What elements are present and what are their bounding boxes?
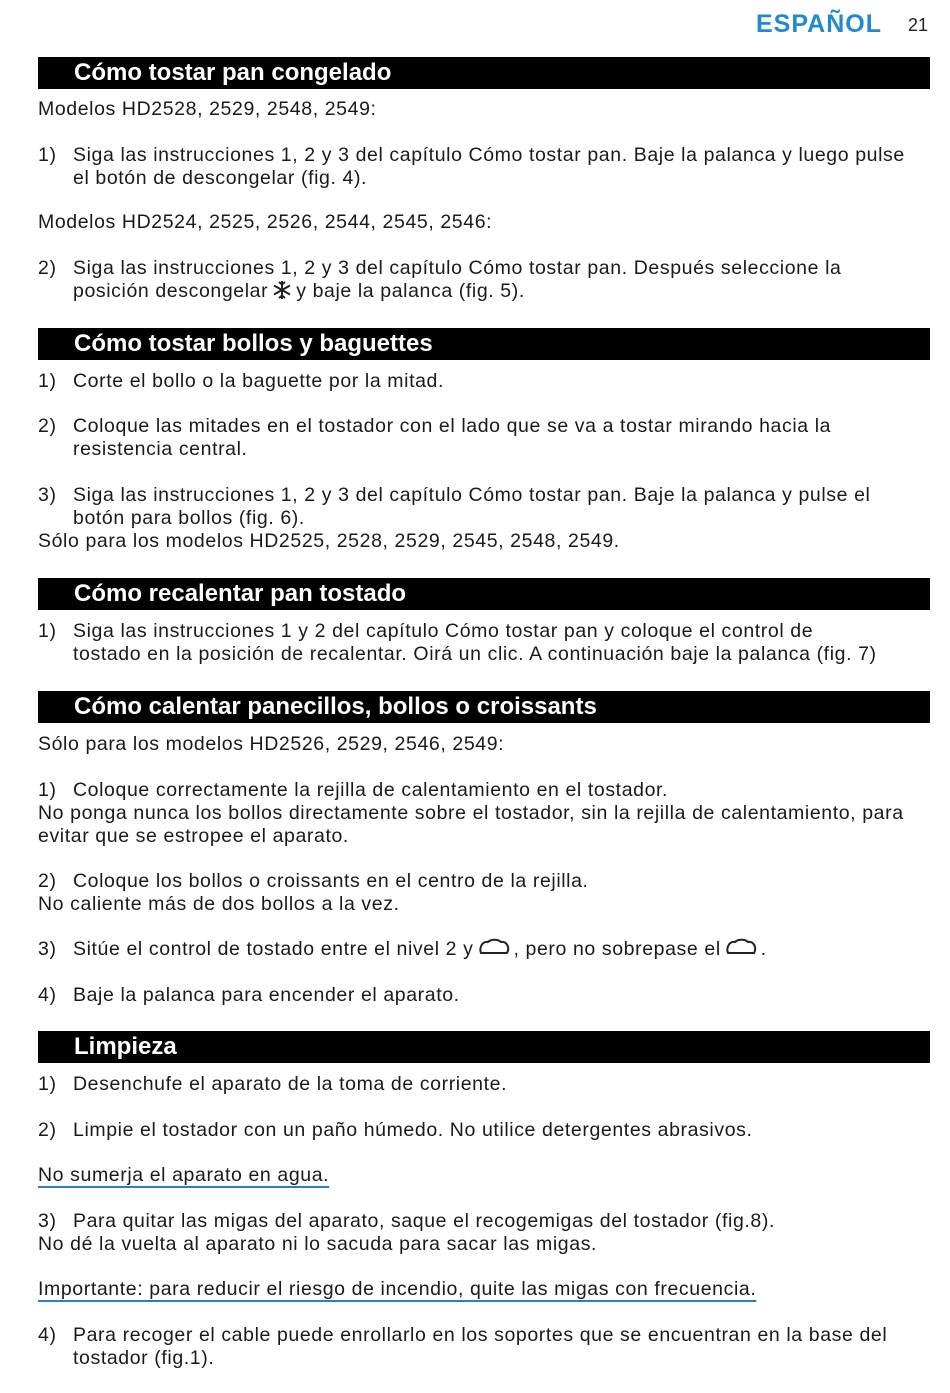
step-reheat-1-cont: tostado en la posición de recalentar. Oirá un clic. A continuación baje la palanca (fig. 7) — [73, 643, 877, 665]
page-number: 21 — [907, 15, 928, 35]
step-clean-2: 2) Limpie el tostador con un paño húmedo. No utilice detergentes abrasivos. — [38, 1119, 753, 1141]
warm-warning-1: No ponga nunca los bollos directamente sobre el tostador, sin la rejilla de calentamiento, para — [38, 802, 904, 824]
bun-icon — [478, 938, 510, 964]
clean-warning-2: No dé la vuelta al aparato ni lo sacuda para sacar las migas. — [38, 1233, 598, 1255]
step-rolls-2-cont: resistencia central. — [73, 438, 248, 460]
step-rolls-2: 2) Coloque las mitades en el tostador con el lado que se va a tostar mirando hacia la — [38, 415, 832, 437]
step-clean-4: 4) Para recoger el cable puede enrollarlo en los soportes que se encuentran en la base del — [38, 1324, 888, 1346]
clean-important: Importante: para reducir el riesgo de incendio, quite las migas con frecuencia. — [38, 1278, 757, 1300]
clean-warning-1: No sumerja el aparato en agua. — [38, 1164, 330, 1186]
bun-icon — [725, 938, 757, 964]
step-rolls-3: 3) Siga las instrucciones 1, 2 y 3 del capítulo Cómo tostar pan. Baje la palanca y pulse el — [38, 484, 871, 506]
snowflake-icon — [272, 280, 292, 306]
rolls-note: Sólo para los modelos HD2525, 2528, 2529, 2545, 2548, 2549. — [38, 530, 620, 552]
step-clean-1: 1) Desenchufe el aparato de la toma de corriente. — [38, 1073, 508, 1095]
warm-warning-2: No caliente más de dos bollos a la vez. — [38, 893, 400, 915]
models-line-a: Modelos HD2528, 2529, 2548, 2549: — [38, 98, 377, 120]
step-rolls-3-cont: botón para bollos (fig. 6). — [73, 507, 305, 529]
step-clean-4-cont: tostador (fig.1). — [73, 1347, 215, 1369]
step-frozen-2-cont: posición descongelar y baje la palanca (fig. 5). — [73, 280, 525, 306]
step-warm-1: 1) Coloque correctamente la rejilla de calentamiento en el tostador. — [38, 779, 669, 801]
warm-models: Sólo para los modelos HD2526, 2529, 2546, 2549: — [38, 733, 505, 755]
step-frozen-1: 1) Siga las instrucciones 1, 2 y 3 del capítulo Cómo tostar pan. Baje la palanca y luego pulse — [38, 144, 905, 166]
section-heading-rolls: Cómo tostar bollos y baguettes — [38, 328, 930, 360]
section-heading-cleaning: Limpieza — [38, 1031, 930, 1063]
step-warm-4: 4) Baje la palanca para encender el aparato. — [38, 984, 460, 1006]
warm-warning-1-cont: evitar que se estropee el aparato. — [38, 825, 349, 847]
step-reheat-1: 1) Siga las instrucciones 1 y 2 del capítulo Cómo tostar pan y coloque el control de — [38, 620, 814, 642]
step-rolls-1: 1) Corte el bollo o la baguette por la mitad. — [38, 370, 444, 392]
step-warm-3: 3) Sitúe el control de tostado entre el nivel 2 y , pero no sobrepase el . — [38, 938, 767, 964]
section-heading-frozen: Cómo tostar pan congelado — [38, 57, 930, 89]
step-frozen-2: 2) Siga las instrucciones 1, 2 y 3 del capítulo Cómo tostar pan. Después seleccione la — [38, 257, 842, 279]
section-heading-warm: Cómo calentar panecillos, bollos o croissants — [38, 691, 930, 723]
section-heading-reheat: Cómo recalentar pan tostado — [38, 578, 930, 610]
step-warm-2: 2) Coloque los bollos o croissants en el centro de la rejilla. — [38, 870, 589, 892]
models-line-b: Modelos HD2524, 2525, 2526, 2544, 2545, 2546: — [38, 211, 493, 233]
step-frozen-1-cont: el botón de descongelar (fig. 4). — [73, 167, 368, 189]
step-clean-3: 3) Para quitar las migas del aparato, saque el recogemigas del tostador (fig.8). — [38, 1210, 775, 1232]
language-header: ESPAÑOL — [756, 10, 882, 38]
